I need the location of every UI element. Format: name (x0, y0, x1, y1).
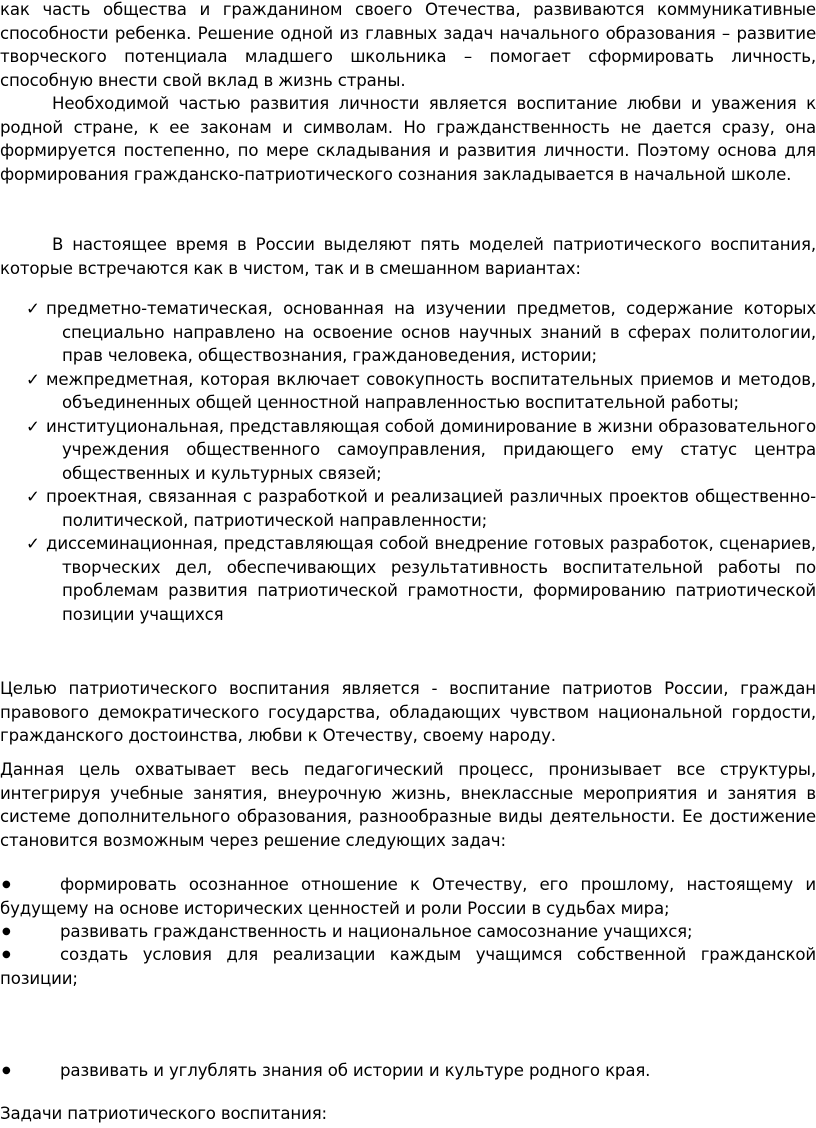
section-heading: Задачи патриотического воспитания: (0, 1104, 328, 1123)
list-item-text: развивать и углублять знания об истории и культуре родного края. (60, 1061, 651, 1080)
models-list (0, 297, 816, 626)
list-item-text: институциональная, представляющая собой доминирование в жизни образовательного учреждения общественного самоуправления, придающего ему статус центра общественных и культурных связей; (46, 416, 816, 483)
bullet-icon: ● (2, 926, 11, 937)
list-item (0, 920, 816, 944)
list-item-text: создать условия для реализации каждым учащимся собственной гражданской позиции; (0, 945, 816, 988)
paragraph-goal: Целью патриотического воспитания является - воспитание патриотов России, граждан правового демократического государства, обладающих чувством национальной гордости, гражданского достоинства, любви к Отечеству, своему народу. (0, 679, 816, 745)
checkmark-icon: ✓ (26, 534, 40, 553)
list-item (0, 873, 816, 920)
paragraph-models-intro: В настоящее время в России выделяют пять моделей патриотического воспитания, которые встречаются как в чистом, так и в смешанном вариантах: (0, 235, 816, 278)
list-item-text: формировать осознанное отношение к Отечеству, его прошлому, настоящему и будущему на основе исторических ценностей и роли России в судьбах мира; (0, 875, 816, 918)
list-item-text: межпредметная, которая включает совокупность воспитательных приемов и методов, объединенных общей ценностной направленностью воспитательной работы; (46, 369, 816, 412)
list-item (0, 943, 816, 990)
paragraph-intro: как часть общества и гражданином своего Отечества, развиваются коммуникативные способности ребенка. Решение одной из главных задач начального образования – развитие творческого потенциала младшего школьника – помогает сформировать личность, способную внести свой вклад в жизнь страны. (0, 0, 816, 90)
list-item-text: проектная, связанная с разработкой и реализацией различных проектов общественно-политической, патриотической направленности; (46, 487, 816, 530)
checkmark-icon: ✓ (26, 487, 40, 506)
bullet-icon: ● (2, 879, 11, 890)
bullet-icon: ● (2, 949, 11, 960)
list-item-text: диссеминационная, представляющая собой внедрение готовых разработок, сценариев, творческих дел, обеспечивающих результативность воспитательной работы по проблемам развития патриотической грамотности, формированию патриотической позиции учащихся (46, 534, 816, 624)
list-item (0, 368, 816, 415)
checkmark-icon: ✓ (26, 369, 40, 389)
list-item (0, 415, 816, 486)
list-item-text: предметно-тематическая, основанная на изучении предметов, содержание которых специально направлено на освоение основ научных знаний в сферах политологии, прав человека, обществознания, граждановедения, истории; (46, 299, 816, 365)
bullet-icon: ● (2, 1065, 11, 1076)
list-item (0, 297, 816, 368)
checkmark-icon: ✓ (26, 416, 40, 436)
list-item (0, 532, 816, 626)
paragraph-scope: Данная цель охватывает весь педагогический процесс, пронизывает все структуры, интегрируя учебные занятия, внеурочную жизнь, внеклассные мероприятия и занятия в системе дополнительного образования, разнообразные виды деятельности. Ее достижение становится возможным через решение следующих задач: (0, 760, 816, 850)
checkmark-icon: ✓ (26, 299, 40, 318)
list-item-text: развивать гражданственность и национальное самосознание учащихся; (60, 922, 693, 941)
list-item (0, 485, 816, 532)
list-item (0, 1059, 816, 1083)
paragraph-necessity: Необходимой частью развития личности является воспитание любви и уважения к родной стране, к ее законам и символам. Но гражданственность не дается сразу, она формируется постепенно, по мере складывания и развития личности. Поэтому основа для формирования гражданско-патриотического сознания закладывается в начальной школе. (0, 94, 816, 184)
